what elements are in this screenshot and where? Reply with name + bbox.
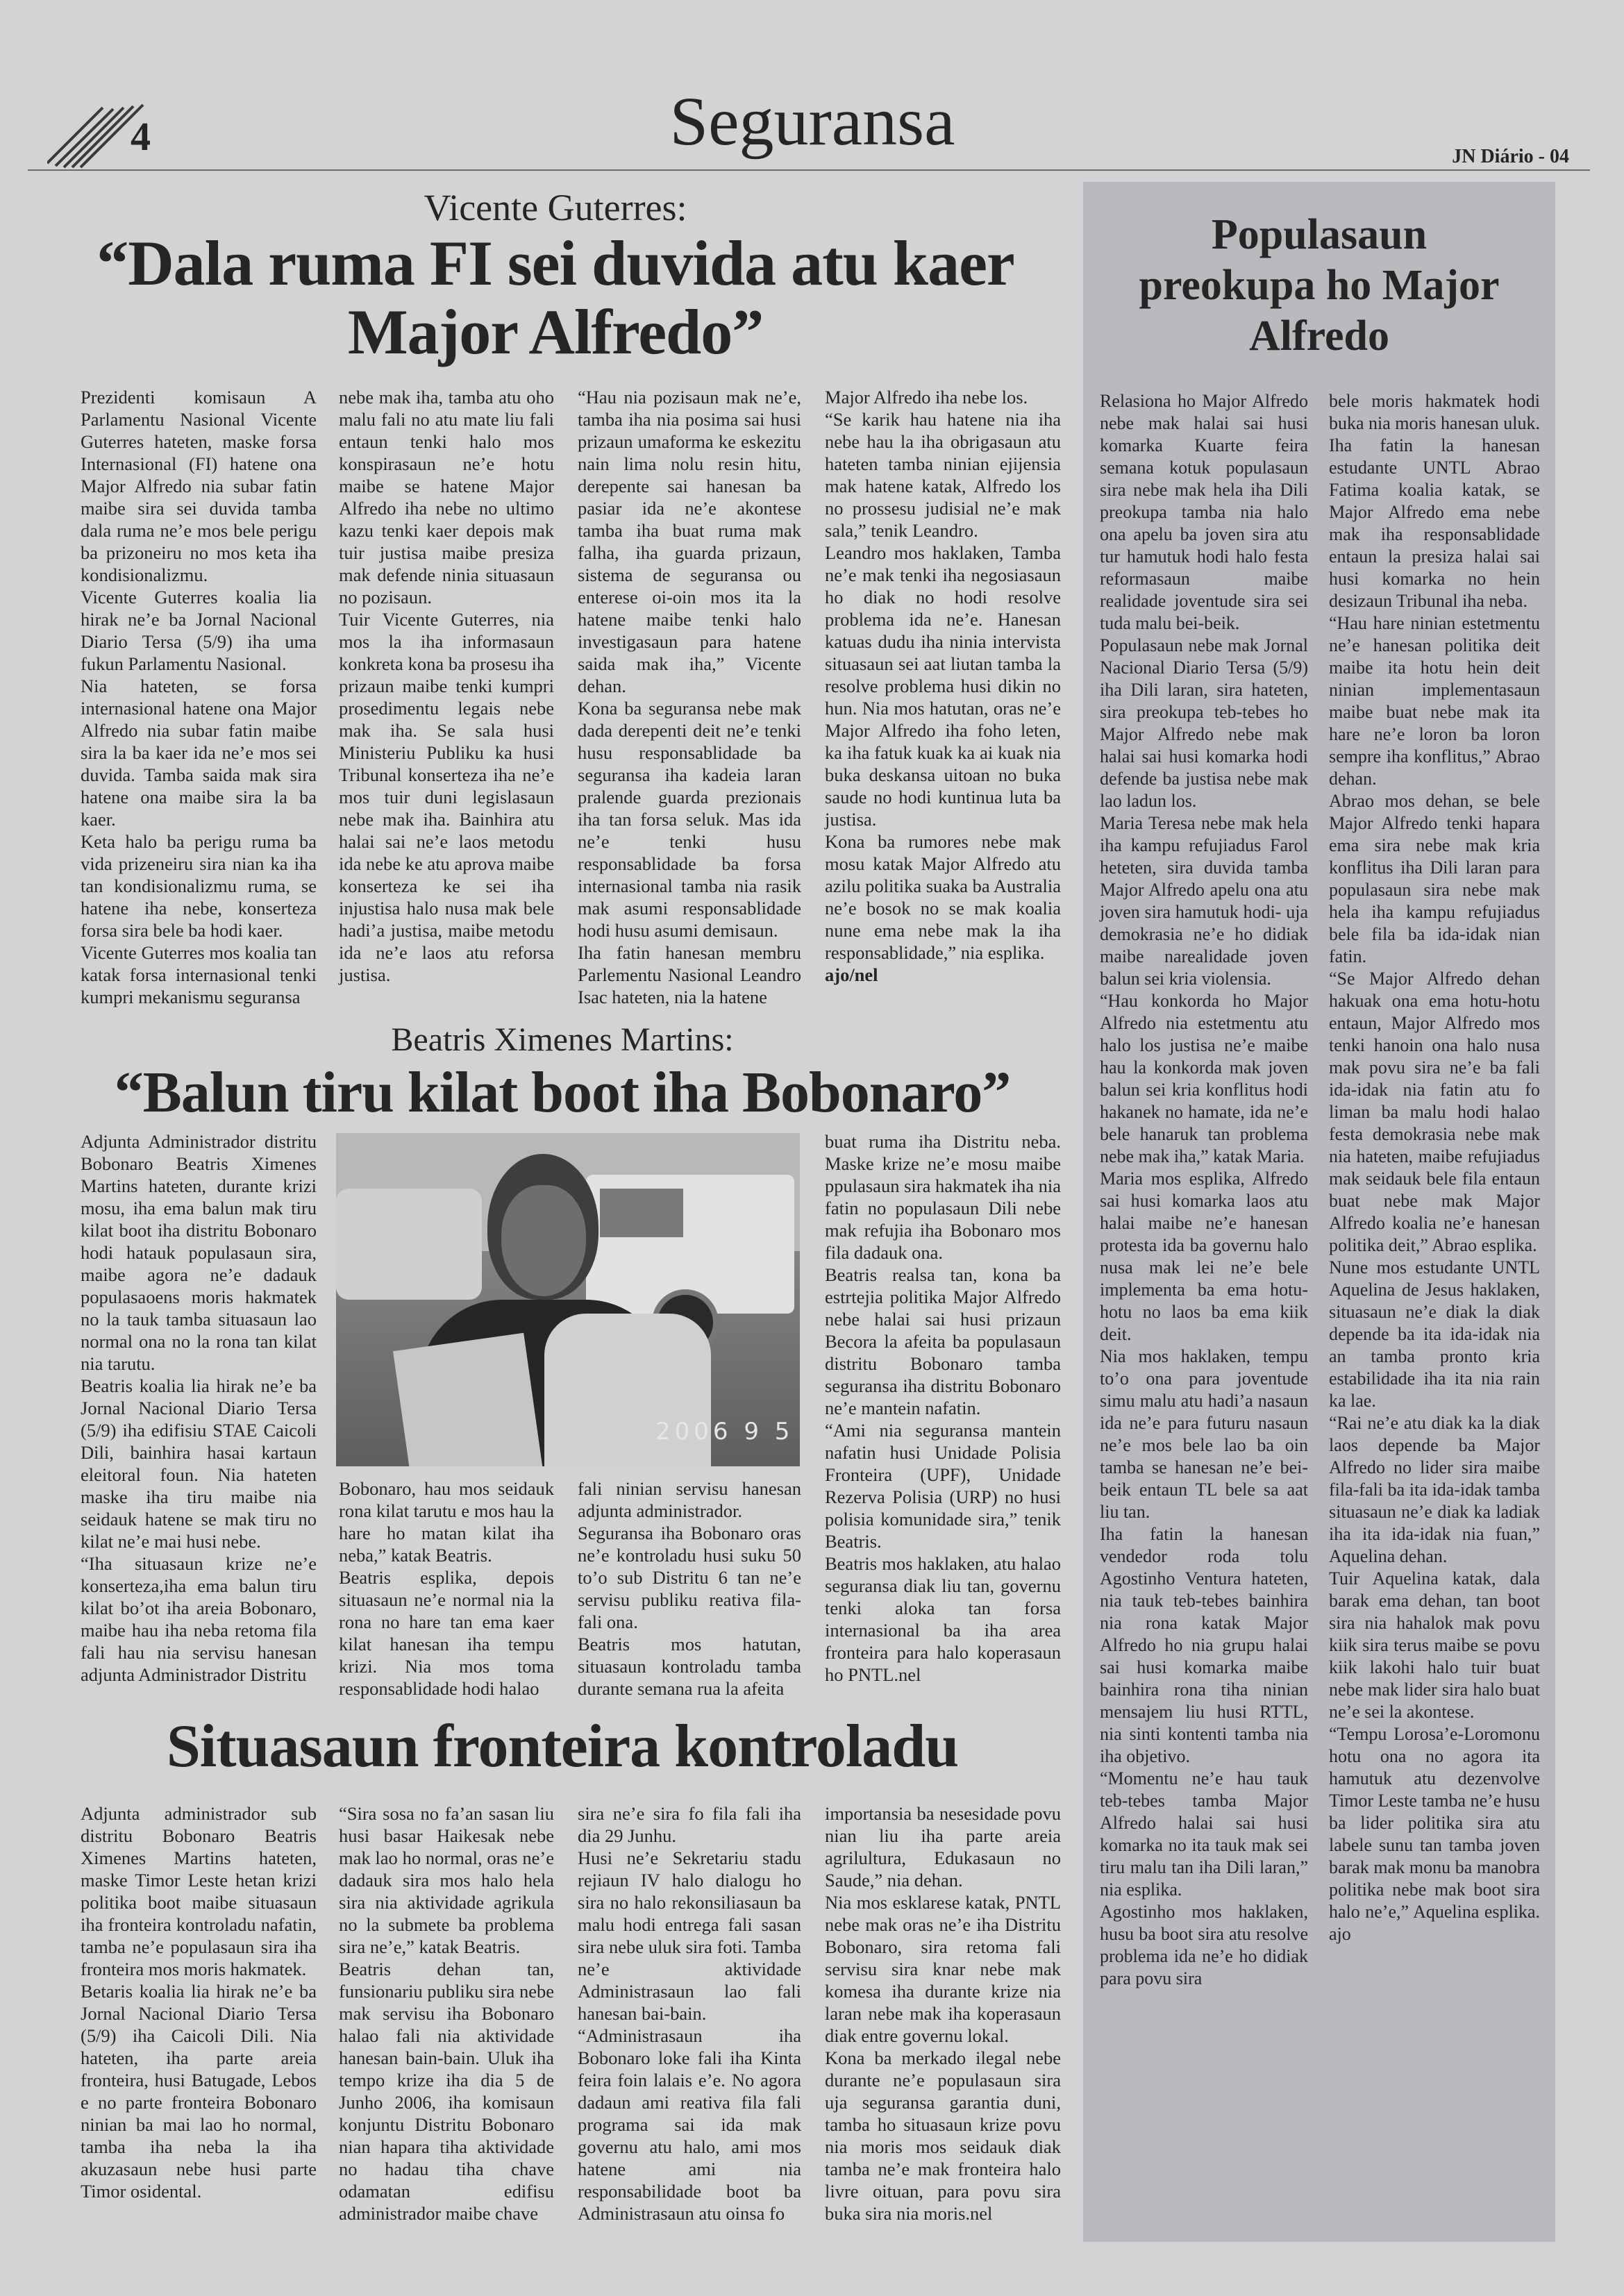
sidebar-headline: Populasaun preokupa ho Major Alfredo — [1139, 211, 1500, 360]
article3-column4: importansia ba nesesidade povu nian liu iha parte areia agrilultura, Edukasaun no Saude,” nia dehan. Nia mos esklarese katak, PNTL nebe mak oras ne’e iha Distritu Bobonaro, sira retoma fali servisu sira knar nebe mak komesa iha durante krize nia laran nebe mak iha koperasaun diak entre governu lokal. Kona ba merkado ilegal nebe durante ne’e populasaun sira uja seguransa garantia duni, tamba ho situasaun krize povu nia moris mos seidauk diak tamba ne’e mak fronteira halo livre oituan, para povu sira buka sira nia moris.nel — [825, 1803, 1061, 2224]
article1-column3: “Hau nia pozisaun mak ne’e, tamba iha nia posima sai husi prizaun umaforma ke eskezitu nain lima nolu resin hitu, derepente sai hanesan ba pasiar ida ne’e akontese tamba iha buat ruma mak falha, iha guarda prizaun, sistema de seguransa ou enterese oi-oin mos ita la hatene maibe tenki halo investigasaun para hatene saida mak iha,” Vicente dehan. Kona ba seguransa nebe mak dada derepenti deit ne’e tenki husu responsablidade ba seguransa iha kadeia laran pralende guarda prezionais iha tan forsa seluk. Mas ida ne’e tenki husu responsablidade ba forsa internasional tamba nia rasik mak asumi responsablidade hodi husu asumi demisaun. Iha fatin hanesan membru Parlementu Nasional Leandro Isac hateten, nia la hatene — [578, 387, 801, 1007]
article1-byline: ajo/nel — [825, 964, 878, 985]
article1-col1-p2: Vicente Guterres koalia lia hirak ne’e ba Jornal Nacional Diario Tersa (5/9) iha uma fukun Parlamentu Nasional. — [81, 587, 317, 674]
article2-column2: Bobonaro, hau mos seidauk rona kilat tarutu e mos hau la hare ho matan kilat iha neba,” katak Beatris. Beatris esplika, depois situasaun ne’e normal nia la rona no hare tan ema kaer kilat hanesan iha tempu krizi. Nia mos toma responsablidade hodi halao — [339, 1478, 554, 1699]
article2-column1: Adjunta Administrador distritu Bobonaro Beatris Ximenes Martins hateten, durante krizi mosu, iha ema balun mak tiru kilat boot iha distritu Bobonaro hodi hatauk populasaun sira, maibe agora ne’e dadauk populasaoens moris hakmatek no la tauk tamba situasaun lao normal ona no la rona tan kilat nia tarutu. Beatris koalia lia hirak ne’e ba Jornal Nacional Diario Tersa (5/9) iha edifisiu STAE Caicoli Dili, bainhira hasai kartaun eleitoral foun. Nia hateten maske iha tiru maibe nia seidauk hatene se mak tiru no kilat ne’e mai husi nebe. “Iha situasaun krize ne’e konserteza,iha ema balun tiru kilat bo’ot iha areia Bobonaro, maibe hau iha neba retoma fila fali hau nia servisu hanesan adjunta Administrador Distritu — [81, 1131, 317, 1685]
section-title: Seguransa — [669, 83, 955, 160]
article1-column2: nebe mak iha, tamba atu oho malu fali no atu mate liu fali entaun tenki halo mos konspirasaun ne’e hotu maibe se hatene Major Alfredo iha nebe no ultimo kazu tenki kaer depois mak tuir justisa maibe presiza mak defende ninia situasaun no pozisaun. Tuir Vicente Guterres, nia mos la iha informasaun konkreta kona ba prosesu iha prizaun maibe tenki kumpri prosedimentu legais nebe mak iha. Se sala husi Ministeriu Publiku ka husi Tribunal konserteza iha ne’e mos tuir duni legislasaun nebe mak iha. Bainhira atu halai sai ne’e laos metodu ida nebe ke atu aprova maibe konserteza ke sei iha injustisa halo nusa mak bele hadi’a justisa, maibe metodu ida ne’e laos atu reforsa justisa. — [339, 387, 554, 985]
article1-kicker: Vicente Guterres: — [424, 187, 687, 228]
issue-label: JN Diário - 04 — [1452, 146, 1569, 167]
article2-column3: fali ninian servisu hanesan adjunta administrador. Seguransa iha Bobonaro oras ne’e kontroladu husi suku 50 to’o sub Distritu 6 tan ne’e servisu publiku reativa fila-fali ona. Beatris mos hatutan, situasaun kontroladu tamba durante semana rua la afeita — [578, 1478, 801, 1699]
sidebar-column2: bele moris hakmatek hodi buka nia moris hanesan uluk. Iha fatin la hanesan estudante UNTL Abrao Fatima koalia katak, se Major Alfredo ema nebe mak iha responsablidade entaun la presiza halai sai husi komarka no hein desizaun Tribunal iha neba. “Hau hare ninian estetmentu ne’e hanesan politika deit maibe ita hotu hein deit ninian implementasaun maibe buat nebe mak ita hare ne’e loron ba loron sempre iha konflitus,” Abrao dehan. Abrao mos dehan, se bele Major Alfredo tenki hapara ema sira nebe mak kria konflitus iha Dili laran para populasaun sira nebe mak hela iha kampu refujiadus bele fila ba ida-idak nian fatin. “Se Major Alfredo dehan hakuak ona ema hotu-hotu entaun, Major Alfredo mos tenki hanoin ona halo nusa mak povu sira ne’e ba fali ida-idak nia fatin atu fo liman ba malu hodi halao festa demokrasia nebe mak nia hateten, maibe refujiadus mak seidauk bele fila entaun buat nebe mak Major Alfredo koalia ne’e hanesan politika deit,” Abrao esplika. Nune mos estudante UNTL Aquelina de Jesus haklaken, situasaun ne’e diak la diak depende ba ita ida-idak nia an tamba pronto kria estabilidade iha ita nia rain ka lae. “Rai ne’e atu diak ka la diak laos depende ba Major Alfredo no lider sira maibe fila-fali ba ita ida-idak tamba situasaun ne’e diak ka ladiak iha ita ida-idak nia fuan,” Aquelina dehan. Tuir Aquelina katak, dala barak ema dehan, tan boot sira nia hahalok mak povu kiik sira terus maibe se povu kiik lakohi halo tuir buat nebe mak lider sira halo buat ne’e sei la akontese. “Tempu Lorosa’e-Loromonu hotu ona no agora ita hamutuk atu dezenvolve Timor Leste tamba ne’e husu ba lider politika sira atu labele sunu tan tamba joven barak mak monu ba manobra politika nebe mak boot sira halo ne’e,” Aquelina esplika. ajo — [1329, 391, 1540, 1944]
photo-date-stamp: 2006 9 5 — [655, 1418, 794, 1446]
article3-column2: “Sira sosa no fa’an sasan liu husi basar Haikesak nebe mak lao ho normal, oras ne’e dadauk sira mos halo hela sira nia aktividade agrikula no la submete ba problema sira ne’e,” katak Beatris. Beatris dehan tan, funsionariu publiku sira nebe mak servisu iha Bobonaro halao fali nia aktividade hanesan bain-bain. Uluk iha tempo krize iha dia 5 de Junho 2006, iha komisaun konjuntu Distritu Bobonaro nian hapara tiha aktividade no hadau tiha chave odamatan edifisu administrador maibe chave — [339, 1803, 554, 2224]
article3-column3: sira ne’e sira fo fila fali iha dia 29 Junhu. Husi ne’e Sekretariu stadu rejiaun IV halo dialogu ho sira no halo rekonsiliasaun ba malu hodi entrega fali sasan sira nebe uluk sira foti. Tamba ne’e aktividade Administrasaun lao fali hanesan bai-bain. “Administrasaun iha Bobonaro loke fali iha Kinta feira foin lalais e’e. No agora dadaun ami reativa fila fali programa sai ida mak governu atu halo, ami mos hatene ami nia responsabilidade boot ba Administrasaun atu oinsa fo — [578, 1803, 801, 2224]
article1-headline-line1: “Dala ruma FI sei duvida atu kaer — [97, 228, 1014, 299]
header-rule — [28, 169, 1590, 171]
page-number: 4 — [131, 114, 151, 159]
article1-headline-line2: Major Alfredo” — [347, 296, 764, 368]
article1-column1: Prezidenti komisaun A Parlamentu Nasional Vicente Guterres hateten, maske forsa Internasional (FI) hatene ona Major Alfredo nia subar fatin maibe sira sei duvida tamba dala ruma ne’e mos bele perigu ba prizoneiru no mos keta iha kondisionalizmu. Vicente Guterres koalia lia hirak ne’e ba Jornal Nacional Diario Tersa (5/9) iha uma fukun Parlamentu Nasional. Nia hateten, se forsa internasional hatene ona Major Alfredo nia subar fatin maibe sira la ba kaer ida ne’e mos sei duvida. Tamba saida mak sira hatene ona maibe sira la ba kaer. Keta halo ba perigu ruma ba vida prizeneiru sira nian ka iha tan kondisionalizmu ruma, se hatene iha nebe, konserteza forsa sira bele ba hodi kaer. Vicente Guterres mos koalia tan katak forsa internasional tenki kumpri mekanismu seguransa — [81, 387, 317, 1007]
article1-column4: Major Alfredo iha nebe los. “Se karik hau hatene nia iha nebe hau la iha obrigasaun atu hateten tamba ninian ejijensia mak hatene katak, Alfredo los no prossesu judisial ne’e mak sala,” tenik Leandro. Leandro mos haklaken, Tamba ne’e mak tenki iha negosiasaun ho diak no hodi resolve problema ida ne’e. Hanesan katuas dudu iha ninia intervista situasaun sei aat liutan tamba la resolve problema husi dikin no hun. Nia mos hatutan, oras ne’e Major Alfredo iha foho leten, ka iha fatuk kuak ka ai kuak nia buka deskansa uitoan no buka saude no hodi kuntinua luta ba justisa. Kona ba rumores nebe mak mosu katak Major Alfredo atu azilu politika suaka ba Australia ne’e bosok no se mak koalia nune ema nebe mak la iha responsablidade,” nia esplika. ajo/nel — [825, 387, 1061, 985]
article2-headline: “Balun tiru kilat boot iha Bobonaro” — [114, 1060, 1011, 1125]
article2-column4: buat ruma iha Distritu neba. Maske krize ne’e mosu maibe ppulasaun sira hakmatek iha nia fatin no populasaun Dili nebe mak refujia iha Bobonaro mos fila dadauk ona. Beatris realsa tan, kona ba estrtejia politika Major Alfredo nebe halai sai husi prizaun Becora la afeita ba populasaun distritu Bobonaro tamba seguransa iha distritu Bobonaro ne’e mantein nafatin. “Ami nia seguransa mantein nafatin husi Unidade Polisia Fronteira (UPF), Unidade Rezerva Polisia (URP) no husi polisia komunidade sira,” tenik Beatris. Beatris mos haklaken, atu halao seguransa diak liu tan, governu tenki aloka tan forsa internasional ba iha area fronteira para halo koperasaun ho PNTL.nel — [825, 1131, 1061, 1685]
article3-headline: Situasaun fronteira kontroladu — [166, 1713, 959, 1780]
article2-kicker: Beatris Ximenes Martins: — [391, 1021, 734, 1058]
article1-headline — [62, 229, 1048, 367]
article3-column1: Adjunta administrador sub distritu Bobonaro Beatris Ximenes Martins hateten, maske Timor Leste hetan krizi politika boot maibe situasaun iha fronteira kontroladu nafatin, tamba ne’e populasaun sira iha fronteira mos moris hakmatek. Betaris koalia lia hirak ne’e ba Jornal Nacional Diario Tersa (5/9) iha Caicoli Dili. Nia hateten, iha parte areia fronteira, husi Batugade, Lebos e no parte fronteira Bobonaro ninian ba mai lao ho normal, tamba iha neba la iha akuzasaun nebe husi parte Timor osidental. — [81, 1803, 317, 2202]
sidebar-column1: Relasiona ho Major Alfredo nebe mak halai sai husi komarka Kuarte feira semana kotuk populasaun sira nebe mak hela iha Dili preokupa tamba nia halo ona apelu ba joven sira atu tur hamutuk hodi halo festa reformasaun maibe realidade joventude sira sei tuda malu bei-beik. Populasaun nebe mak Jornal Nacional Diario Tersa (5/9) iha Dili laran, sira hateten, sira preokupa teb-tebes ho Major Alfredo nebe mak halai sai husi komarka hodi defende ba justisa nebe mak lao ladun los. Maria Teresa nebe mak hela iha kampu refujiadus Farol heteten, sira duvida tamba Major Alfredo apelu ona atu joven sira hamutuk hodi- uja demokrasia ne’e ho didiak maibe narealidade joven balun sei kria violensia. “Hau konkorda ho Major Alfredo nia estetmentu atu halo los justisa ne’e maibe hau la konkorda mak joven balun sei kria konflitus hodi hakanek no hamate, ida ne’e bele hanaruk tan problema nebe mak iha,” katak Maria. Maria mos esplika, Alfredo sai husi komarka laos atu halai maibe ne’e hanesan protesta ida ba governu halo nusa mak lei ne’e bele implementa ba ema hotu-hotu no laos ba ema kiik deit. Nia mos haklaken, tempu to’o ona para joventude simu malu atu hadi’a nasaun ida ne’e para futuru nasaun ne’e mos bele lao ba oin tamba se hanesan ne’e bei-beik entaun TL bele sa aat liu tan. Iha fatin la hanesan vendedor roda tolu Agostinho Ventura hateten, nia tauk teb-tebes bainhira nia rona katak Major Alfredo ho nia grupu halai sai husi komarka maibe bainhira rona tiha ninian mensajem liu husi RTTL, nia sinti kontenti tamba nia iha objetivo. “Momentu ne’e hau tauk teb-tebes tamba Major Alfredo halai sai husi komarka no ita tauk mak sei tiru malu tan iha Dili laran,” nia esplika. Agostinho mos haklaken, husu ba boot sira atu resolve problema ida ne’e ho didiak para povu sira — [1100, 391, 1308, 1988]
photo-beatris-ximenes — [336, 1133, 800, 1466]
